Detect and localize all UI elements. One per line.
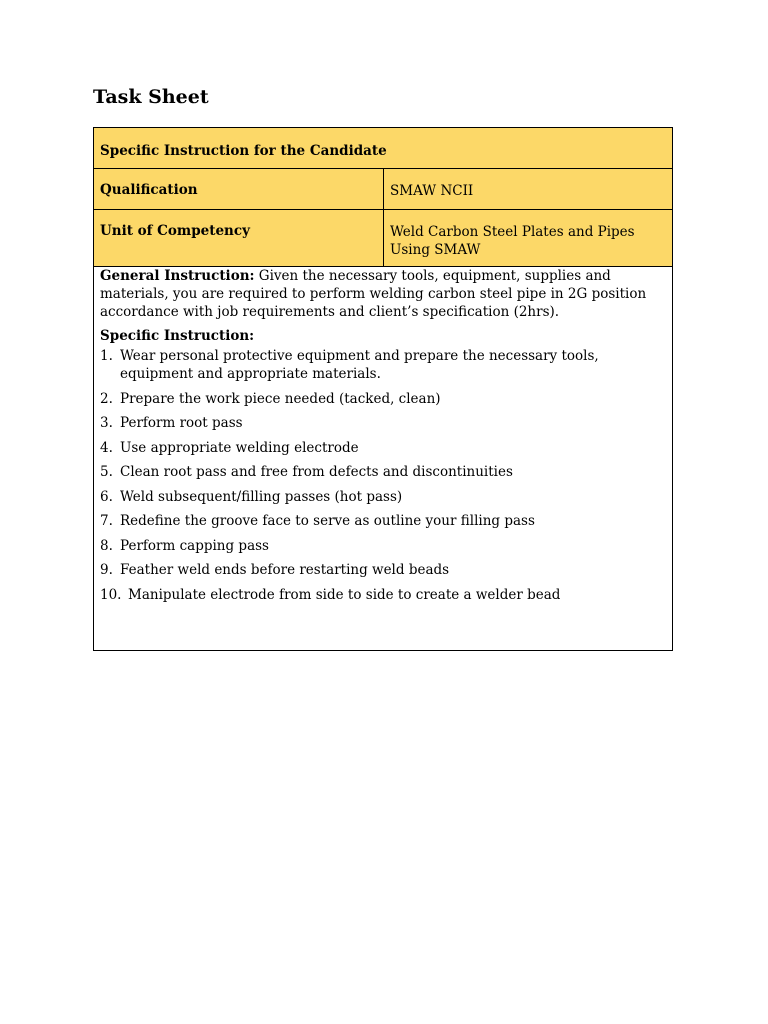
step-text: Manipulate electrode from side to side to create a welder bead (128, 586, 561, 603)
list-item (100, 512, 666, 530)
step-text: Prepare the work piece needed (tacked, clean) (120, 390, 441, 407)
list-item (100, 586, 666, 604)
page-title: Task Sheet (93, 86, 209, 108)
list-item (100, 463, 666, 481)
step-number: 8. (100, 537, 113, 554)
list-item (100, 488, 666, 506)
step-text: Weld subsequent/filling passes (hot pass) (120, 488, 403, 505)
step-text: Wear personal protective equipment and prepare the necessary tools, equipment and appropriate materials. (120, 348, 599, 382)
list-item (100, 347, 666, 383)
step-number: 4. (100, 439, 113, 456)
general-instruction-label: General Instruction: (100, 268, 255, 284)
step-number: 2. (100, 390, 113, 407)
step-number: 6. (100, 488, 113, 505)
list-item (100, 537, 666, 555)
step-text: Redefine the groove face to serve as outline your filling pass (120, 513, 535, 529)
specific-instruction-label: Specific Instruction: (100, 328, 255, 344)
instructions-cell (94, 267, 672, 650)
step-text: Perform capping pass (120, 537, 269, 554)
step-number: 5. (100, 464, 113, 480)
step-text: Perform root pass (120, 415, 243, 431)
unit-of-competency-label: Unit of Competency (94, 210, 384, 266)
step-number: 3. (100, 415, 113, 431)
general-instruction-text: Given the necessary tools, equipment, supplies and materials, you are required to perform welding carbon steel pipe in 2G position accordance with job requirements and client’s specification (2hrs). (100, 268, 647, 320)
step-number: 1. (100, 348, 113, 364)
step-text: Use appropriate welding electrode (120, 439, 359, 456)
general-instruction (100, 267, 666, 321)
task-sheet-table (93, 127, 673, 651)
list-item (100, 390, 666, 408)
list-item (100, 414, 666, 432)
list-item (100, 561, 666, 579)
step-number: 9. (100, 562, 113, 578)
qualification-row (94, 169, 672, 210)
table-header-row (94, 128, 672, 169)
step-number: 7. (100, 513, 113, 529)
qualification-label: Qualification (94, 169, 384, 209)
qualification-value: SMAW NCII (390, 183, 474, 199)
step-text: Clean root pass and free from defects and discontinuities (120, 464, 513, 480)
list-item (100, 439, 666, 457)
unit-of-competency-row (94, 210, 672, 267)
step-text: Feather weld ends before restarting weld beads (120, 562, 450, 578)
table-header: Specific Instruction for the Candidate (100, 143, 387, 159)
steps-list (100, 347, 666, 604)
step-number: 10. (100, 586, 122, 603)
unit-of-competency-value: Weld Carbon Steel Plates and Pipes Using SMAW (390, 224, 635, 258)
